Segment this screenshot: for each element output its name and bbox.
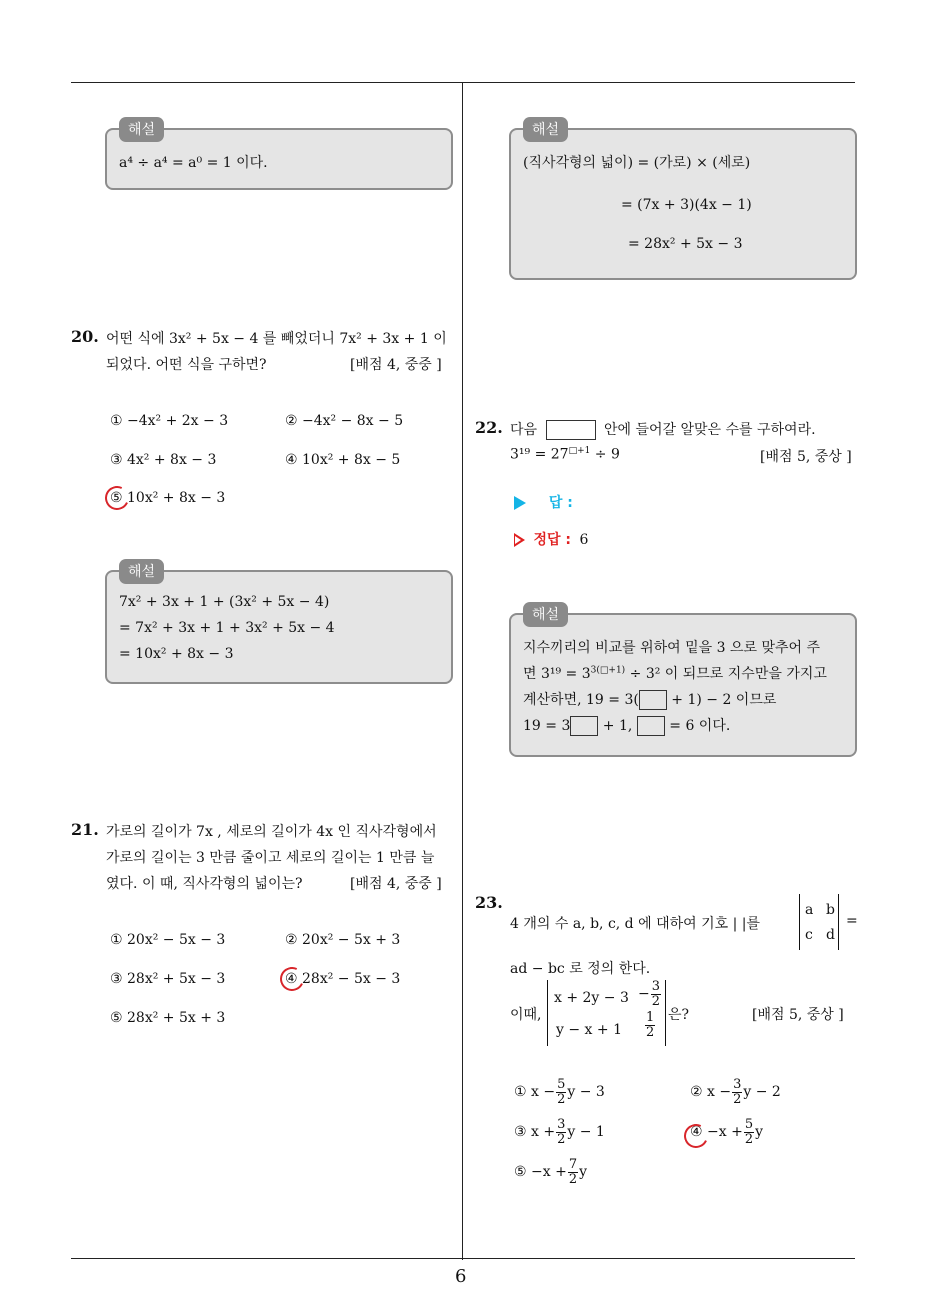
q22-score: [배점 5, 중상 ] [760,449,852,465]
m22 [644,1011,656,1039]
c2-d: 2 [733,1091,742,1107]
q23-number [475,893,503,912]
q23-num: 23. [475,893,503,912]
c3-b: y − 1 [567,1124,605,1141]
top-rule [71,82,855,83]
c5-b: y [579,1164,588,1181]
q23-equals: = [846,913,858,929]
c4-d: 2 [744,1131,754,1147]
solution-22-l4c: = 6 이다. [664,718,731,734]
q23-ask: 은? [668,1007,690,1023]
c5-frac [568,1158,578,1186]
solution-label-22: 해설 [523,602,568,627]
solution-22-l3b: + 1) − 2 이므로 [666,692,777,708]
c1-a: ① x − [514,1084,556,1101]
q20-number [71,327,99,346]
q20-choice-1[interactable]: ① −4x² + 2x − 3 [110,413,229,429]
q22-post: 안에 들어갈 알맞은 수를 구하여라. [603,422,816,438]
q22-num: 22. [475,418,503,437]
q23-line1: 4 개의 수 a, b, c, d 에 대하여 기호 | |를 [510,916,760,932]
m22-den: 2 [646,1024,655,1040]
c3-n: 3 [557,1117,566,1132]
page-number: 6 [455,1266,467,1287]
c1-n: 5 [557,1077,566,1092]
c3-a: ③ x + [514,1124,556,1141]
column-divider [462,82,463,1260]
q20-line2: 되었다. 어떤 식을 구하면? [106,357,267,373]
q22-equation [510,446,620,463]
det-b: b [826,902,835,918]
solution-21-line3: = 28x² + 5x − 3 [628,236,743,252]
q20-answer-mark [102,483,133,514]
c1-frac [556,1078,566,1106]
solution-20-line1: 7x² + 3x + 1 + (3x² + 5x − 4) [119,594,330,610]
q23-line2: ad − bc 로 정의 한다. [510,961,651,977]
q21-line3: 였다. 이 때, 직사각형의 넓이는? [106,876,303,892]
q21-score: [배점 4, 중중 ] [350,876,442,892]
q23-choice-3[interactable] [514,1118,605,1146]
m12-den: 2 [651,993,661,1009]
q22-eq-b: ÷ 9 [590,446,620,463]
bottom-rule [71,1258,855,1259]
solution-22-line4 [523,715,730,736]
c5-n: 7 [568,1157,578,1172]
solution-22-line1: 지수끼리의 비교를 위하여 밑을 3 으로 맞추어 주 [523,640,821,656]
c4-a: ④ −x + [690,1124,743,1141]
q20-choice-4[interactable]: ④ 10x² + 8x − 5 [285,452,401,468]
solution-22-line3 [523,689,776,710]
m22-frac [645,1011,655,1039]
det-c: c [805,927,813,943]
q22-answer-label: 답 : [548,495,573,511]
c4-frac [744,1118,754,1146]
q21-line2: 가로의 길이는 3 만큼 줄이고 세로의 길이는 1 만큼 늘 [106,850,435,866]
m22-num: 1 [646,1010,655,1025]
solution-20-line2: = 7x² + 3x + 1 + 3x² + 5x − 4 [119,620,335,636]
q23-choice-2[interactable] [690,1078,781,1106]
solution-label-21: 해설 [523,117,568,142]
c4-b: y [755,1124,764,1141]
m12-sign: − [638,986,650,1003]
q20-choice-3[interactable]: ③ 4x² + 8x − 3 [110,452,217,468]
solution-22-blank-1 [639,690,667,710]
m11: x + 2y − 3 [554,990,629,1006]
q22-eq-a: 3¹⁹ = 27 [510,446,569,463]
m12 [638,980,662,1008]
q22-eq-sup: □+1 [568,446,591,456]
q21-line1: 가로의 길이가 7x , 세로의 길이가 4x 인 직사각형에서 [106,824,437,840]
solution-22-l4a: 19 = 3 [523,718,571,734]
c2-n: 3 [733,1077,742,1092]
q22-correct-label: 정답 : [533,532,571,548]
c1-b: y − 3 [567,1084,605,1101]
q23-when: 이때, [510,1007,542,1023]
q20-line1: 어떤 식에 3x² + 5x − 4 를 빼었더니 7x² + 3x + 1 이 [106,331,447,347]
solution-box-22 [509,613,857,757]
q22-correct-value: 6 [579,532,589,548]
c3-frac [556,1118,566,1146]
solution-label-20: 해설 [119,559,164,584]
solution-box-20 [105,570,453,684]
solution-22-line2 [523,663,827,683]
q22-number [475,418,503,437]
solution-20-line3: = 10x² + 8x − 3 [119,646,234,662]
outline-triangle-icon [514,533,525,547]
solution-21-line2: = (7x + 3)(4x − 1) [621,197,752,213]
solution-22-l3a: 계산하면, 19 = 3( [523,692,639,708]
q21-answer-mark [277,964,308,995]
solution-22-l2sup: 3(□+1) [590,665,626,676]
m12-frac [651,980,661,1008]
q21-choice-2[interactable]: ② 20x² − 5x + 3 [285,932,401,948]
solution-19-text: a⁴ ÷ a⁴ = a⁰ = 1 이다. [119,155,268,171]
q23-definition-determinant [799,894,839,950]
q20-choice-2[interactable]: ② −4x² − 8x − 5 [285,413,404,429]
q20-choice-5[interactable]: ⑤ 10x² + 8x − 3 [110,490,226,506]
det-a: a [805,902,814,918]
solution-box-21 [509,128,857,280]
solution-label-19: 해설 [119,117,164,142]
m12-num: 3 [651,979,661,994]
det-d: d [826,927,835,943]
c5-d: 2 [568,1171,578,1187]
q20-num: 20. [71,327,99,346]
q21-choice-4[interactable]: ④ 28x² − 5x − 3 [285,971,401,987]
c1-d: 2 [557,1091,566,1107]
c4-n: 5 [744,1117,754,1132]
c3-d: 2 [557,1131,566,1147]
q22-line1 [510,419,816,440]
solution-22-l4b: + 1, [598,718,633,734]
q22-blank-box [546,420,596,440]
q23-matrix [547,980,666,1046]
q22-correct-row [514,529,588,549]
solution-22-l2a: 면 3¹⁹ = 3 [523,666,591,682]
q21-num: 21. [71,820,99,839]
q22-pre: 다음 [510,422,538,438]
q23-choice-5[interactable] [514,1158,587,1186]
c5-a: ⑤ −x + [514,1164,567,1181]
solution-22-blank-3 [637,716,665,736]
q21-choice-1[interactable]: ① 20x² − 5x − 3 [110,932,226,948]
solution-21-line1: (직사각형의 넓이) = (가로) × (세로) [523,155,751,171]
q23-choice-1[interactable] [514,1078,605,1106]
c2-b: y − 2 [743,1084,781,1101]
solution-22-blank-2 [570,716,598,736]
solution-22-l2b: ÷ 3² 이 되므로 지수만을 가지고 [625,666,827,682]
q23-score: [배점 5, 중상 ] [752,1007,844,1023]
q21-choice-5[interactable]: ⑤ 28x² + 5x + 3 [110,1010,226,1026]
q21-choice-3[interactable]: ③ 28x² + 5x − 3 [110,971,226,987]
c2-frac [732,1078,742,1106]
q22-answer-row[interactable] [514,492,573,512]
q20-score: [배점 4, 중중 ] [350,357,442,373]
play-icon [514,496,526,510]
c2-a: ② x − [690,1084,732,1101]
q21-number [71,820,99,839]
m21: y − x + 1 [556,1022,622,1038]
